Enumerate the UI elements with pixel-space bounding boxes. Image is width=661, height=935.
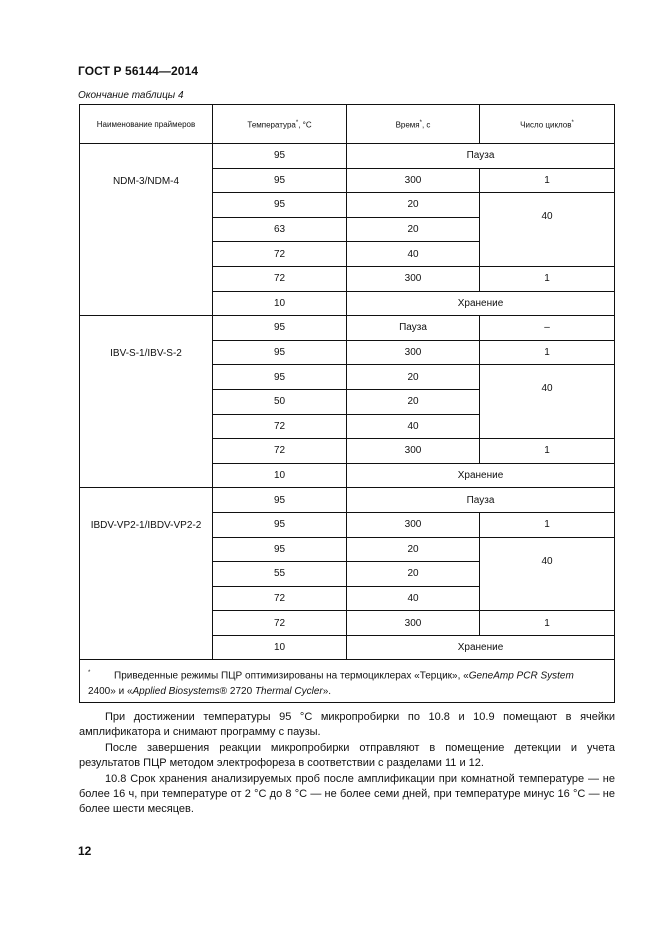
footnote-text-3: ® 2720 <box>219 685 255 697</box>
col-time-label: Время <box>395 120 420 130</box>
temperature-cell: 50 <box>213 389 347 414</box>
col-time <box>347 105 480 144</box>
table-row <box>80 144 615 169</box>
footnote-text-4: ». <box>322 685 332 697</box>
time-cell: 40 <box>347 242 480 267</box>
temperature-cell: 95 <box>213 193 347 218</box>
time-cell: 300 <box>347 512 480 537</box>
footnote-device-1: GeneAmp PCR System <box>468 670 574 682</box>
temperature-cell: 95 <box>213 365 347 390</box>
time-cell: 300 <box>347 611 480 636</box>
temperature-cell: 95 <box>213 537 347 562</box>
temperature-cell: 10 <box>213 463 347 488</box>
footnote-text-2: 2400» и « <box>88 685 133 697</box>
footnote-mark: * <box>419 119 422 126</box>
temperature-cell: 95 <box>213 340 347 365</box>
temperature-cell: 72 <box>213 266 347 291</box>
table-footnote <box>80 660 615 703</box>
col-primer: Наименование праймеров <box>80 105 213 144</box>
paragraph: После завершения реакции микропробирки отправляют в помещение детекции и учета результатов ПЦР методом электрофореза в соответствии с разделами 11 и 12. <box>79 742 615 769</box>
cycles-cell: 40 <box>480 365 615 439</box>
cycles-cell: 1 <box>480 611 615 636</box>
col-cycles <box>480 105 615 144</box>
footnote-mark: * <box>571 119 574 126</box>
time-cell: 300 <box>347 266 480 291</box>
col-temperature-label: Температура <box>247 120 296 130</box>
document-header: ГОСТ Р 56144—2014 <box>78 64 199 78</box>
footnote-mark-box <box>88 666 114 683</box>
temperature-cell: 10 <box>213 635 347 660</box>
time-cell: Пауза <box>347 144 615 169</box>
cycles-cell: 40 <box>480 193 615 267</box>
footnote-device-2: Applied Biosystems <box>132 685 220 697</box>
table-footnote-row <box>80 660 615 703</box>
primer-name: NDM-3/NDM-4 <box>80 144 213 316</box>
cycles-cell: 1 <box>480 512 615 537</box>
time-cell: 20 <box>347 389 480 414</box>
temperature-cell: 72 <box>213 611 347 636</box>
time-cell: 300 <box>347 340 480 365</box>
time-cell: 20 <box>347 365 480 390</box>
cycles-cell: 1 <box>480 266 615 291</box>
table-header-row <box>80 105 615 144</box>
col-temperature-unit: , °С <box>298 120 312 130</box>
primer-name: IBDV-VP2-1/IBDV-VP2-2 <box>80 488 213 660</box>
temperature-cell: 95 <box>213 316 347 341</box>
pcr-program-table <box>79 104 615 703</box>
col-cycles-label: Число циклов <box>520 120 572 130</box>
footnote-mark: * <box>295 119 299 126</box>
temperature-cell: 95 <box>213 512 347 537</box>
footnote-mark: * <box>88 670 91 677</box>
temperature-cell: 95 <box>213 144 347 169</box>
temperature-cell: 72 <box>213 242 347 267</box>
primer-name: IBV-S-1/IBV-S-2 <box>80 316 213 488</box>
temperature-cell: 10 <box>213 291 347 316</box>
temperature-cell: 72 <box>213 586 347 611</box>
temperature-cell: 63 <box>213 217 347 242</box>
table-caption: Окончание таблицы 4 <box>78 90 184 101</box>
time-cell: 300 <box>347 439 480 464</box>
time-cell: 40 <box>347 414 480 439</box>
col-temperature <box>213 105 347 144</box>
time-cell: Пауза <box>347 488 615 513</box>
footnote-device-3: Thermal Cycler <box>254 685 323 697</box>
temperature-cell: 95 <box>213 488 347 513</box>
time-cell: 20 <box>347 193 480 218</box>
time-cell: Пауза <box>347 316 480 341</box>
table-row <box>80 488 615 513</box>
col-time-unit: , с <box>421 120 431 130</box>
time-cell: Хранение <box>347 291 615 316</box>
time-cell: 20 <box>347 562 480 587</box>
time-cell: 40 <box>347 586 480 611</box>
page-number: 12 <box>78 844 92 858</box>
time-cell: 300 <box>347 168 480 193</box>
temperature-cell: 55 <box>213 562 347 587</box>
table-row <box>80 316 615 341</box>
time-cell: Хранение <box>347 463 615 488</box>
time-cell: Хранение <box>347 635 615 660</box>
time-cell: 20 <box>347 537 480 562</box>
cycles-cell: 1 <box>480 340 615 365</box>
time-cell: 20 <box>347 217 480 242</box>
temperature-cell: 72 <box>213 414 347 439</box>
temperature-cell: 72 <box>213 439 347 464</box>
paragraph: 10.8 Срок хранения анализируемых проб после амплификации при комнатной температуре — не более 16 ч, при температуре от 2 °С до 8 °С — не более семи дней, при температуре минус 16 °С — не более шести месяцев. <box>79 773 615 815</box>
cycles-cell: – <box>480 316 615 341</box>
paragraph: При достижении температуры 95 °С микропробирки по 10.8 и 10.9 помещают в ячейки амплификатора и снимают программу с паузы. <box>79 711 615 738</box>
temperature-cell: 95 <box>213 168 347 193</box>
cycles-cell: 1 <box>480 439 615 464</box>
cycles-cell: 1 <box>480 168 615 193</box>
footnote-text-1: Приведенные режимы ПЦР оптимизированы на термоциклерах «Терцик», « <box>114 670 469 682</box>
body-text <box>79 710 615 818</box>
cycles-cell: 40 <box>480 537 615 611</box>
